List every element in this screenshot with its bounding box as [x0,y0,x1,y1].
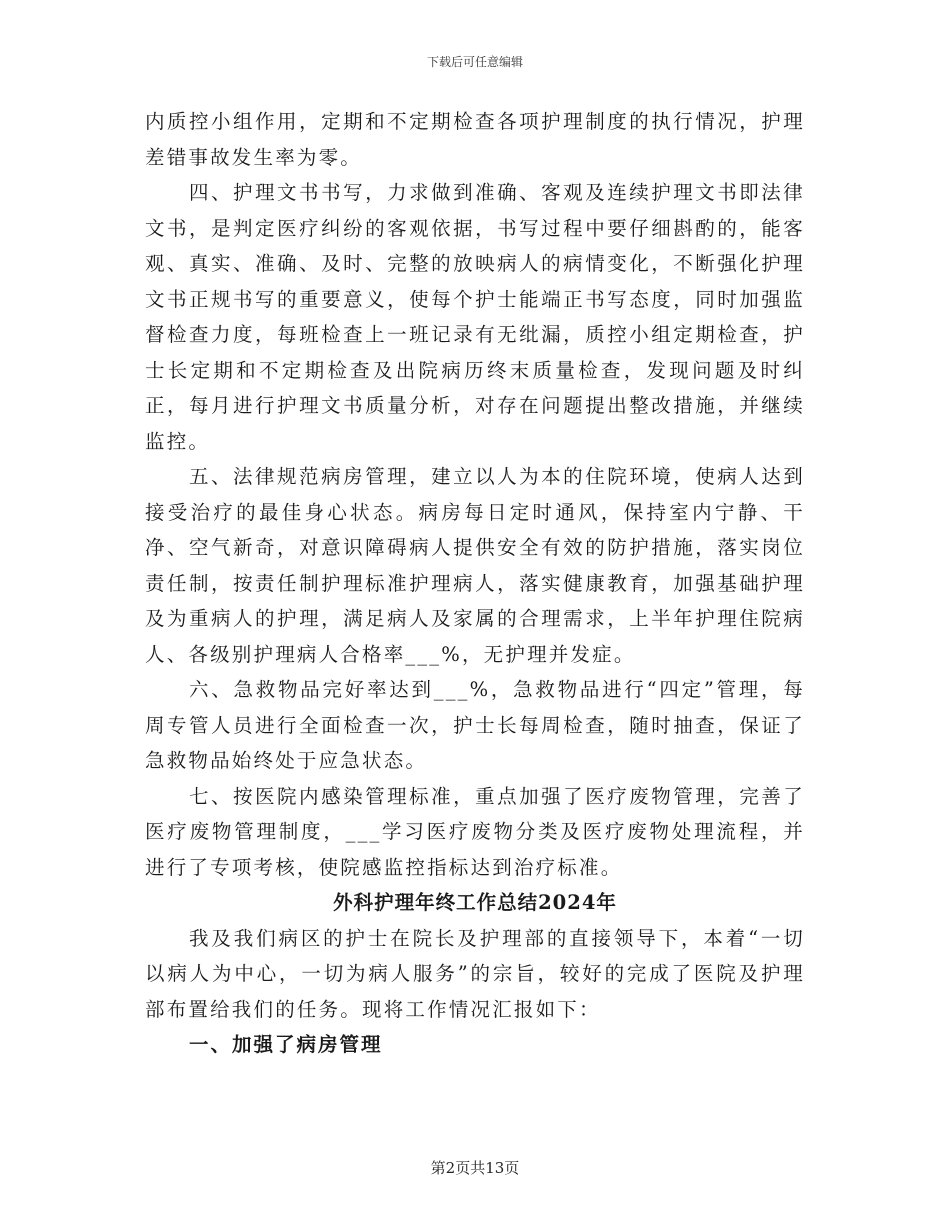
paragraph-item-5: 五、法律规范病房管理，建立以人为本的住院环境，使病人达到接受治疗的最佳身心状态。病房每日定时通风，保持室内宁静、干净、空气新奇，对意识障碍病人提供安全有效的防护措施，落实岗位责任制，按责任制护理标准护理病人，落实健康教育，加强基础护理及为重病人的护理，满足病人及家属的合理需求，上半年护理住院病人、各级别护理病人合格率___%，无护理并发症。 [145,465,805,666]
section-heading: 一、加强了病房管理 [189,1033,383,1056]
document-body [145,104,805,1063]
document-title: 外科护理年终工作总结2024年 [333,891,617,914]
intro-paragraph: 我及我们病区的护士在院长及护理部的直接领导下，本着“一切以病人为中心，一切为病人服务”的宗旨，较好的完成了医院及护理部布置给我们的任务。现将工作情况汇报如下： [145,926,805,1021]
paragraph-item-4: 四、护理文书书写，力求做到准确、客观及连续护理文书即法律文书，是判定医疗纠纷的客观依据，书写过程中要仔细斟酌的，能客观、真实、准确、及时、完整的放映病人的病情变化，不断强化护理文书正规书写的重要意义，使每个护士能端正书写态度，同时加强监督检查力度，每班检查上一班记录有无纰漏，质控小组定期检查，护士长定期和不定期检查及出院病历终末质量检查，发现问题及时纠正，每月进行护理文书质量分析，对存在问题提出整改措施，并继续监控。 [145,181,805,453]
paragraph-item-7: 七、按医院内感染管理标准，重点加强了医疗废物管理，完善了医疗废物管理制度，___学习医疗废物分类及医疗废物处理流程，并进行了专项考核，使院感监控指标达到治疗标准。 [145,784,805,879]
paragraph-item-6: 六、急救物品完好率达到___%，急救物品进行“四定”管理，每周专管人员进行全面检查一次，护士长每周检查，随时抽查，保证了急救物品始终处于应急状态。 [145,678,805,772]
page-footer: 第2页共13页 [430,1159,520,1177]
paragraph-continuation: 内质控小组作用，定期和不定期检查各项护理制度的执行情况，护理差错事故发生率为零。 [145,110,805,169]
page-header: 下载后可任意编辑 [426,55,523,69]
